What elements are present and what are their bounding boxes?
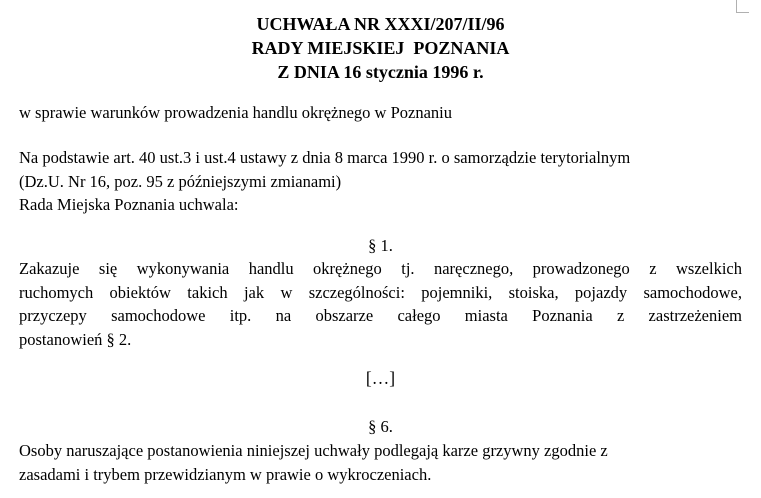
legal-basis-line-3: Rada Miejska Poznania uchwala: bbox=[19, 195, 239, 214]
section-1-line-1: Zakazuje się wykonywania handlu okrężnego tj. naręcznego, prowadzonego z wszelkich bbox=[19, 259, 742, 278]
section-1-line-4: postanowień § 2. bbox=[19, 329, 132, 349]
resolution-header bbox=[0, 12, 761, 84]
section-1-title: § 1. bbox=[368, 236, 393, 255]
section-6-body bbox=[19, 439, 742, 486]
subject-text: w sprawie warunków prowadzenia handlu okrężnego w Poznaniu bbox=[19, 103, 452, 122]
section-1-line-2: ruchomych obiektów takich jak w szczególności: pojemniki, stoiska, pojazdy samochodowe, bbox=[19, 282, 742, 302]
legal-basis-line-2: (Dz.U. Nr 16, poz. 95 z późniejszymi zmianami) bbox=[19, 171, 342, 191]
section-6-line-2: zasadami i trybem przewidzianym w prawie o wykroczeniach. bbox=[19, 464, 432, 484]
resolution-date: Z DNIA 16 stycznia 1996 r. bbox=[277, 62, 484, 82]
legal-basis bbox=[19, 146, 742, 217]
issuing-body: RADY MIEJSKIEJ POZNANIA bbox=[251, 38, 510, 58]
section-1-body bbox=[19, 257, 742, 351]
section-6-line-1: Osoby naruszające postanowienia niniejszej uchwały podlegają karze grzywny zgodnie z bbox=[19, 441, 608, 460]
omission-marker: […] bbox=[365, 368, 396, 388]
legal-basis-line-1: Na podstawie art. 40 ust.3 i ust.4 ustawy z dnia 8 marca 1990 r. o samorządzie terytorialnym bbox=[19, 148, 631, 167]
resolution-subject bbox=[19, 101, 742, 125]
section-6-title: § 6. bbox=[368, 417, 393, 436]
resolution-number: UCHWAŁA NR XXXI/207/II/96 bbox=[256, 14, 505, 34]
section-1-line-3: przyczepy samochodowe itp. na obszarze całego miasta Poznania z zastrzeżeniem bbox=[19, 306, 742, 325]
